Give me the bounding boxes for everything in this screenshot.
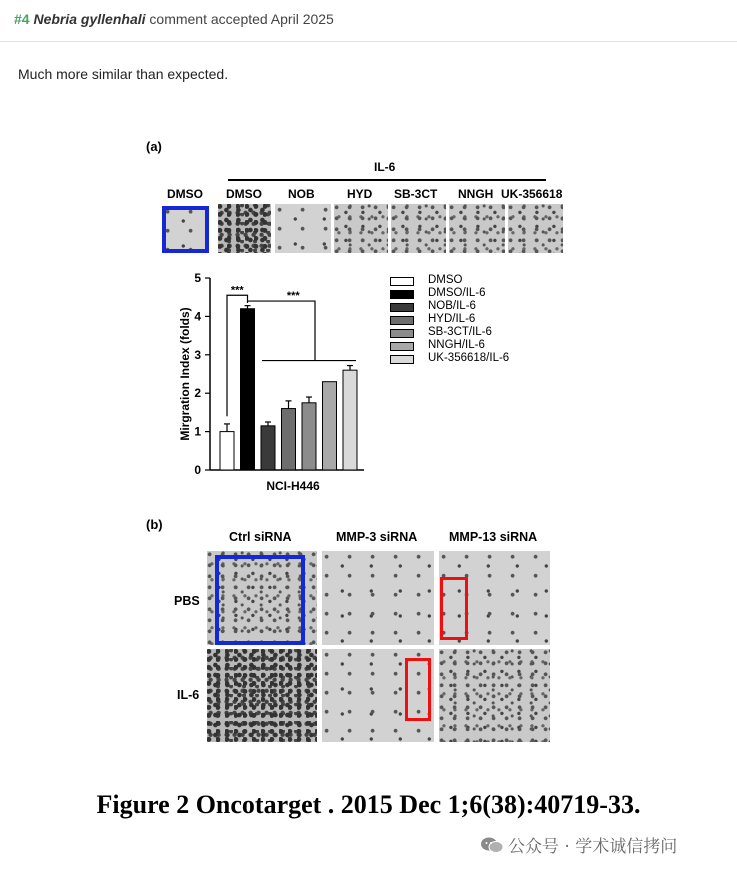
legend-label-dmso-il6: DMSO/IL-6 — [428, 287, 486, 299]
legend-swatch-sb3ct — [390, 329, 414, 338]
legend-label-uk356618: UK-356618/IL-6 — [428, 352, 510, 364]
micrograph-dmso-il6 — [218, 204, 271, 253]
highlight-box-red-mmp3 — [405, 658, 431, 721]
legend-swatch-nob — [390, 303, 414, 312]
micrograph-mmp3-pbs — [322, 551, 434, 645]
migration-bar-chart — [170, 268, 370, 498]
legend-swatch-dmso — [390, 277, 414, 286]
y-tick-label-4: 4 — [194, 309, 201, 324]
image-label-dmso: DMSO — [167, 187, 203, 201]
micrograph-ctrl-il6 — [207, 649, 317, 742]
bar-dmso — [220, 432, 234, 470]
micrograph-nngh — [449, 204, 505, 253]
figure-caption: Figure 2 Oncotarget . 2015 Dec 1;6(38):40719-33. — [96, 790, 641, 819]
column-label-mmp3-sirna: MMP-3 siRNA — [336, 530, 418, 544]
il6-header: IL-6 — [374, 160, 396, 174]
column-label-ctrl-sirna: Ctrl siRNA — [229, 530, 292, 544]
comment-header — [0, 0, 737, 42]
micrograph-uk356618 — [508, 204, 563, 253]
y-tick-label-2: 2 — [194, 386, 201, 401]
y-tick-label-1: 1 — [194, 424, 201, 439]
image-label-nngh: NNGH — [458, 187, 494, 201]
bar-sb-3ct-il-6 — [302, 403, 316, 470]
column-label-mmp13-sirna: MMP-13 siRNA — [449, 530, 538, 544]
significance-label-1: *** — [230, 284, 244, 297]
significance-label-2: *** — [286, 290, 300, 303]
highlight-box-red-mmp13 — [440, 577, 468, 640]
comment-body: Much more similar than expected. — [18, 66, 229, 82]
panel-a-label: (a) — [146, 139, 162, 154]
image-label-hyd: HYD — [347, 187, 373, 201]
watermark-text: 公众号 · 学术诚信拷问 — [508, 837, 678, 857]
micrograph-mmp13-il6 — [439, 649, 550, 742]
x-axis-label: NCI-H446 — [266, 479, 320, 493]
significance-bracket-2 — [248, 301, 316, 361]
comment-author[interactable]: Nebria gyllenhali — [33, 11, 146, 27]
y-tick-label-3: 3 — [194, 347, 201, 362]
legend-label-hyd: HYD/IL-6 — [428, 313, 476, 325]
legend-label-sb3ct: SB-3CT/IL-6 — [428, 326, 492, 338]
panel-b-label: (b) — [146, 517, 163, 532]
micrograph-hyd — [334, 204, 388, 253]
wechat-icon — [480, 836, 504, 854]
legend-label-nob: NOB/IL-6 — [428, 300, 476, 312]
y-tick-label-0: 0 — [194, 463, 201, 477]
y-axis-label: Mirgration Index (folds) — [178, 307, 192, 441]
row-label-pbs: PBS — [174, 594, 200, 608]
row-label-il6: IL-6 — [177, 688, 200, 702]
legend-swatch-dmso-il6 — [390, 290, 414, 299]
legend-swatch-hyd — [390, 316, 414, 325]
bar-nngh-il-6 — [323, 382, 337, 470]
highlight-box-blue — [162, 206, 209, 253]
image-label-sb3ct: SB-3CT — [394, 187, 438, 201]
bar-nob-il-6 — [261, 426, 275, 470]
micrograph-nob — [275, 204, 331, 253]
bar-uk-356618-il-6 — [343, 370, 357, 470]
legend-swatch-uk356618 — [390, 355, 414, 364]
micrograph-sb3ct — [391, 204, 446, 253]
comment-status: comment accepted April 2025 — [149, 11, 334, 27]
legend-swatch-nngh — [390, 342, 414, 351]
image-label-uk356618: UK-356618 — [501, 187, 563, 201]
legend-label-dmso: DMSO — [428, 274, 463, 286]
bar-dmso-il-6 — [241, 309, 255, 470]
il6-header-line — [228, 179, 546, 181]
legend-label-nngh: NNGH/IL-6 — [428, 339, 485, 351]
image-label-nob: NOB — [288, 187, 315, 201]
highlight-box-blue-ctrl — [215, 555, 305, 645]
y-tick-label-5: 5 — [194, 271, 201, 285]
comment-number[interactable]: #4 — [14, 11, 30, 27]
image-label-dmso-il6: DMSO — [226, 187, 262, 201]
bar-hyd-il-6 — [282, 409, 296, 470]
